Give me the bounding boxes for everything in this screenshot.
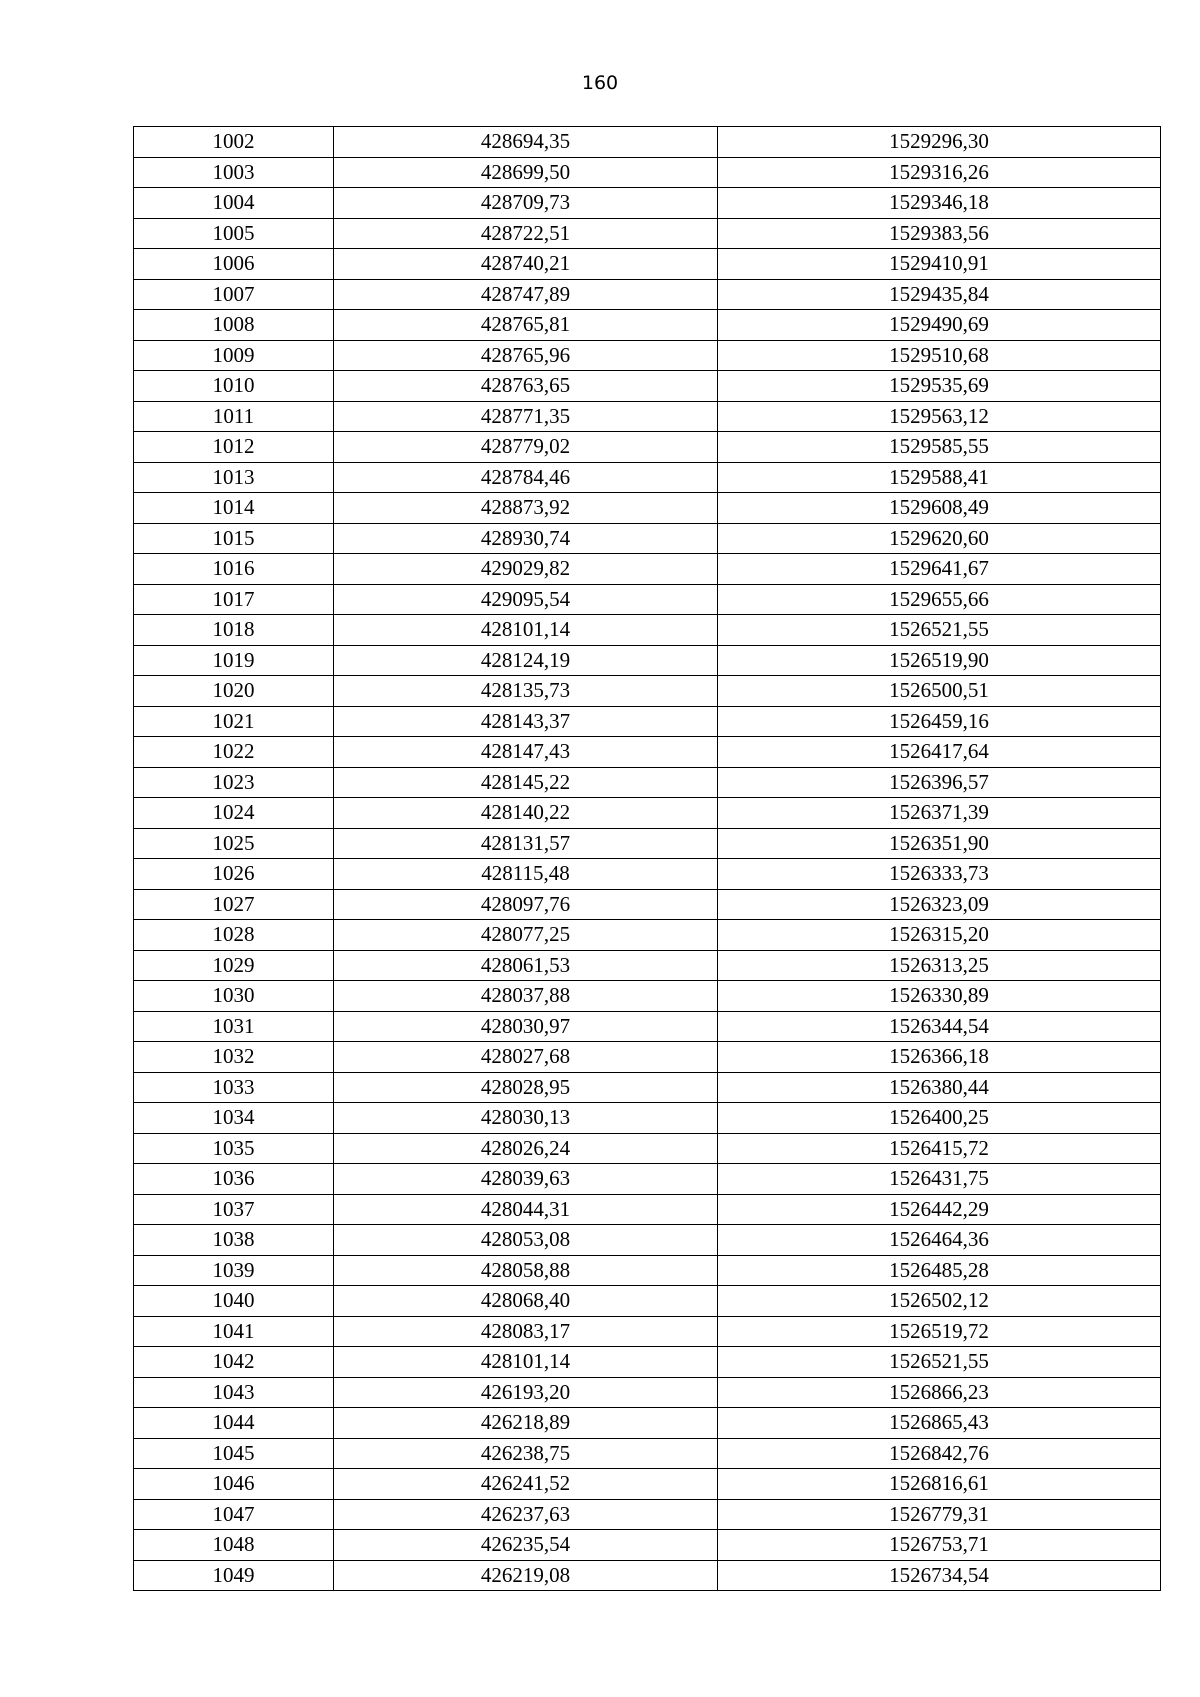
x-coordinate-cell: 428147,43 <box>334 737 718 768</box>
y-coordinate-cell: 1526502,12 <box>718 1286 1161 1317</box>
point-number-cell: 1013 <box>134 462 334 493</box>
table-row <box>134 249 1161 280</box>
coordinates-table <box>133 126 1161 1591</box>
table-row <box>134 1194 1161 1225</box>
table-row <box>134 1438 1161 1469</box>
x-coordinate-cell: 428039,63 <box>334 1164 718 1195</box>
y-coordinate-cell: 1529435,84 <box>718 279 1161 310</box>
x-coordinate-cell: 428131,57 <box>334 828 718 859</box>
x-coordinate-cell: 428068,40 <box>334 1286 718 1317</box>
x-coordinate-cell: 428058,88 <box>334 1255 718 1286</box>
table-row <box>134 1316 1161 1347</box>
x-coordinate-cell: 428077,25 <box>334 920 718 951</box>
x-coordinate-cell: 429029,82 <box>334 554 718 585</box>
x-coordinate-cell: 428101,14 <box>334 1347 718 1378</box>
point-number-cell: 1040 <box>134 1286 334 1317</box>
y-coordinate-cell: 1529410,91 <box>718 249 1161 280</box>
y-coordinate-cell: 1526865,43 <box>718 1408 1161 1439</box>
table-row <box>134 340 1161 371</box>
point-number-cell: 1017 <box>134 584 334 615</box>
table-row <box>134 767 1161 798</box>
y-coordinate-cell: 1526396,57 <box>718 767 1161 798</box>
table-row <box>134 889 1161 920</box>
point-number-cell: 1048 <box>134 1530 334 1561</box>
point-number-cell: 1004 <box>134 188 334 219</box>
x-coordinate-cell: 428027,68 <box>334 1042 718 1073</box>
y-coordinate-cell: 1526521,55 <box>718 1347 1161 1378</box>
point-number-cell: 1037 <box>134 1194 334 1225</box>
y-coordinate-cell: 1526753,71 <box>718 1530 1161 1561</box>
point-number-cell: 1046 <box>134 1469 334 1500</box>
y-coordinate-cell: 1526866,23 <box>718 1377 1161 1408</box>
point-number-cell: 1016 <box>134 554 334 585</box>
point-number-cell: 1012 <box>134 432 334 463</box>
y-coordinate-cell: 1529316,26 <box>718 157 1161 188</box>
x-coordinate-cell: 428694,35 <box>334 127 718 158</box>
y-coordinate-cell: 1529563,12 <box>718 401 1161 432</box>
x-coordinate-cell: 428699,50 <box>334 157 718 188</box>
table-row <box>134 1560 1161 1591</box>
x-coordinate-cell: 428030,13 <box>334 1103 718 1134</box>
point-number-cell: 1036 <box>134 1164 334 1195</box>
x-coordinate-cell: 426238,75 <box>334 1438 718 1469</box>
y-coordinate-cell: 1529641,67 <box>718 554 1161 585</box>
point-number-cell: 1029 <box>134 950 334 981</box>
x-coordinate-cell: 429095,54 <box>334 584 718 615</box>
x-coordinate-cell: 426193,20 <box>334 1377 718 1408</box>
point-number-cell: 1006 <box>134 249 334 280</box>
table-row <box>134 432 1161 463</box>
y-coordinate-cell: 1526417,64 <box>718 737 1161 768</box>
table-row <box>134 676 1161 707</box>
table-row <box>134 615 1161 646</box>
x-coordinate-cell: 428097,76 <box>334 889 718 920</box>
point-number-cell: 1019 <box>134 645 334 676</box>
point-number-cell: 1014 <box>134 493 334 524</box>
table-row <box>134 737 1161 768</box>
x-coordinate-cell: 428143,37 <box>334 706 718 737</box>
y-coordinate-cell: 1526519,72 <box>718 1316 1161 1347</box>
point-number-cell: 1026 <box>134 859 334 890</box>
x-coordinate-cell: 428061,53 <box>334 950 718 981</box>
y-coordinate-cell: 1529655,66 <box>718 584 1161 615</box>
x-coordinate-cell: 428026,24 <box>334 1133 718 1164</box>
table-row <box>134 1286 1161 1317</box>
table-row <box>134 828 1161 859</box>
y-coordinate-cell: 1529620,60 <box>718 523 1161 554</box>
coordinates-table-body <box>134 127 1161 1591</box>
y-coordinate-cell: 1529535,69 <box>718 371 1161 402</box>
point-number-cell: 1031 <box>134 1011 334 1042</box>
y-coordinate-cell: 1526323,09 <box>718 889 1161 920</box>
y-coordinate-cell: 1526415,72 <box>718 1133 1161 1164</box>
x-coordinate-cell: 428784,46 <box>334 462 718 493</box>
table-row <box>134 127 1161 158</box>
table-row <box>134 279 1161 310</box>
x-coordinate-cell: 428763,65 <box>334 371 718 402</box>
x-coordinate-cell: 426219,08 <box>334 1560 718 1591</box>
point-number-cell: 1033 <box>134 1072 334 1103</box>
point-number-cell: 1005 <box>134 218 334 249</box>
x-coordinate-cell: 426235,54 <box>334 1530 718 1561</box>
y-coordinate-cell: 1526519,90 <box>718 645 1161 676</box>
y-coordinate-cell: 1526366,18 <box>718 1042 1161 1073</box>
y-coordinate-cell: 1526734,54 <box>718 1560 1161 1591</box>
y-coordinate-cell: 1526842,76 <box>718 1438 1161 1469</box>
table-row <box>134 950 1161 981</box>
point-number-cell: 1023 <box>134 767 334 798</box>
y-coordinate-cell: 1526442,29 <box>718 1194 1161 1225</box>
y-coordinate-cell: 1526315,20 <box>718 920 1161 951</box>
table-row <box>134 1377 1161 1408</box>
point-number-cell: 1049 <box>134 1560 334 1591</box>
point-number-cell: 1007 <box>134 279 334 310</box>
point-number-cell: 1044 <box>134 1408 334 1439</box>
y-coordinate-cell: 1526380,44 <box>718 1072 1161 1103</box>
point-number-cell: 1022 <box>134 737 334 768</box>
x-coordinate-cell: 428747,89 <box>334 279 718 310</box>
y-coordinate-cell: 1526459,16 <box>718 706 1161 737</box>
table-row <box>134 462 1161 493</box>
x-coordinate-cell: 428765,96 <box>334 340 718 371</box>
point-number-cell: 1034 <box>134 1103 334 1134</box>
table-row <box>134 645 1161 676</box>
table-row <box>134 1042 1161 1073</box>
table-row <box>134 1255 1161 1286</box>
x-coordinate-cell: 428124,19 <box>334 645 718 676</box>
x-coordinate-cell: 428765,81 <box>334 310 718 341</box>
y-coordinate-cell: 1526400,25 <box>718 1103 1161 1134</box>
table-row <box>134 218 1161 249</box>
x-coordinate-cell: 428740,21 <box>334 249 718 280</box>
point-number-cell: 1003 <box>134 157 334 188</box>
table-row <box>134 1133 1161 1164</box>
point-number-cell: 1030 <box>134 981 334 1012</box>
point-number-cell: 1027 <box>134 889 334 920</box>
y-coordinate-cell: 1526330,89 <box>718 981 1161 1012</box>
y-coordinate-cell: 1526464,36 <box>718 1225 1161 1256</box>
y-coordinate-cell: 1529588,41 <box>718 462 1161 493</box>
y-coordinate-cell: 1526485,28 <box>718 1255 1161 1286</box>
x-coordinate-cell: 428709,73 <box>334 188 718 219</box>
point-number-cell: 1043 <box>134 1377 334 1408</box>
point-number-cell: 1042 <box>134 1347 334 1378</box>
x-coordinate-cell: 428140,22 <box>334 798 718 829</box>
table-row <box>134 493 1161 524</box>
table-row <box>134 371 1161 402</box>
x-coordinate-cell: 426237,63 <box>334 1499 718 1530</box>
table-row <box>134 981 1161 1012</box>
point-number-cell: 1025 <box>134 828 334 859</box>
x-coordinate-cell: 428053,08 <box>334 1225 718 1256</box>
table-row <box>134 401 1161 432</box>
y-coordinate-cell: 1526779,31 <box>718 1499 1161 1530</box>
x-coordinate-cell: 428115,48 <box>334 859 718 890</box>
table-row <box>134 1530 1161 1561</box>
table-row <box>134 1469 1161 1500</box>
y-coordinate-cell: 1526351,90 <box>718 828 1161 859</box>
x-coordinate-cell: 428101,14 <box>334 615 718 646</box>
table-row <box>134 1499 1161 1530</box>
y-coordinate-cell: 1526313,25 <box>718 950 1161 981</box>
point-number-cell: 1009 <box>134 340 334 371</box>
x-coordinate-cell: 428722,51 <box>334 218 718 249</box>
y-coordinate-cell: 1529383,56 <box>718 218 1161 249</box>
table-row <box>134 554 1161 585</box>
y-coordinate-cell: 1529296,30 <box>718 127 1161 158</box>
y-coordinate-cell: 1526431,75 <box>718 1164 1161 1195</box>
table-row <box>134 1225 1161 1256</box>
x-coordinate-cell: 428779,02 <box>334 432 718 463</box>
table-row <box>134 798 1161 829</box>
table-row <box>134 157 1161 188</box>
x-coordinate-cell: 428930,74 <box>334 523 718 554</box>
y-coordinate-cell: 1526344,54 <box>718 1011 1161 1042</box>
point-number-cell: 1047 <box>134 1499 334 1530</box>
y-coordinate-cell: 1526500,51 <box>718 676 1161 707</box>
point-number-cell: 1015 <box>134 523 334 554</box>
y-coordinate-cell: 1526333,73 <box>718 859 1161 890</box>
x-coordinate-cell: 428037,88 <box>334 981 718 1012</box>
y-coordinate-cell: 1529608,49 <box>718 493 1161 524</box>
table-row <box>134 584 1161 615</box>
page-number: 160 <box>581 72 619 94</box>
point-number-cell: 1002 <box>134 127 334 158</box>
table-row <box>134 706 1161 737</box>
point-number-cell: 1011 <box>134 401 334 432</box>
table-row <box>134 1347 1161 1378</box>
x-coordinate-cell: 428135,73 <box>334 676 718 707</box>
point-number-cell: 1028 <box>134 920 334 951</box>
table-row <box>134 188 1161 219</box>
table-row <box>134 310 1161 341</box>
table-row <box>134 920 1161 951</box>
x-coordinate-cell: 428044,31 <box>334 1194 718 1225</box>
table-row <box>134 1103 1161 1134</box>
table-row <box>134 859 1161 890</box>
point-number-cell: 1041 <box>134 1316 334 1347</box>
x-coordinate-cell: 428083,17 <box>334 1316 718 1347</box>
x-coordinate-cell: 428771,35 <box>334 401 718 432</box>
x-coordinate-cell: 428030,97 <box>334 1011 718 1042</box>
point-number-cell: 1021 <box>134 706 334 737</box>
x-coordinate-cell: 428873,92 <box>334 493 718 524</box>
table-row <box>134 1408 1161 1439</box>
point-number-cell: 1018 <box>134 615 334 646</box>
point-number-cell: 1035 <box>134 1133 334 1164</box>
x-coordinate-cell: 428028,95 <box>334 1072 718 1103</box>
y-coordinate-cell: 1529510,68 <box>718 340 1161 371</box>
y-coordinate-cell: 1529585,55 <box>718 432 1161 463</box>
y-coordinate-cell: 1529346,18 <box>718 188 1161 219</box>
point-number-cell: 1045 <box>134 1438 334 1469</box>
point-number-cell: 1032 <box>134 1042 334 1073</box>
y-coordinate-cell: 1526816,61 <box>718 1469 1161 1500</box>
table-row <box>134 523 1161 554</box>
point-number-cell: 1038 <box>134 1225 334 1256</box>
point-number-cell: 1024 <box>134 798 334 829</box>
table-row <box>134 1011 1161 1042</box>
table-row <box>134 1072 1161 1103</box>
point-number-cell: 1020 <box>134 676 334 707</box>
table-row <box>134 1164 1161 1195</box>
y-coordinate-cell: 1526521,55 <box>718 615 1161 646</box>
x-coordinate-cell: 426241,52 <box>334 1469 718 1500</box>
y-coordinate-cell: 1529490,69 <box>718 310 1161 341</box>
x-coordinate-cell: 426218,89 <box>334 1408 718 1439</box>
point-number-cell: 1039 <box>134 1255 334 1286</box>
x-coordinate-cell: 428145,22 <box>334 767 718 798</box>
point-number-cell: 1008 <box>134 310 334 341</box>
y-coordinate-cell: 1526371,39 <box>718 798 1161 829</box>
point-number-cell: 1010 <box>134 371 334 402</box>
